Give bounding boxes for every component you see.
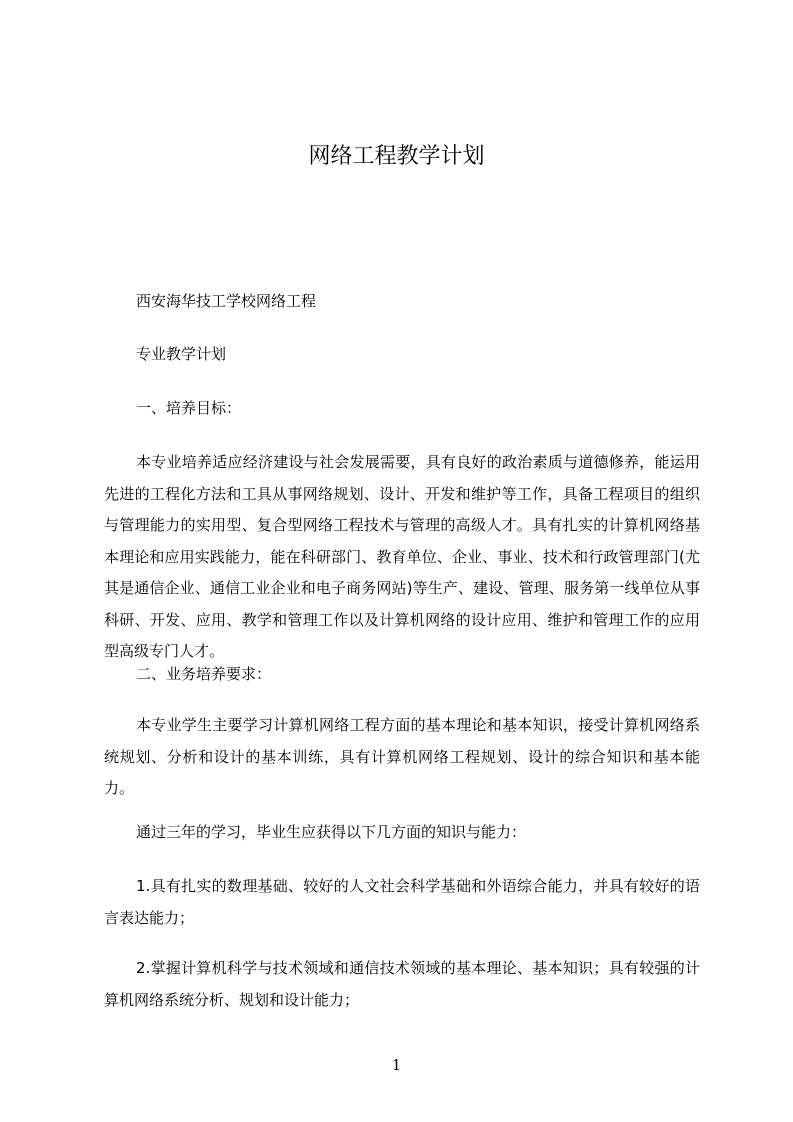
list-item-2: 2.掌握计算机科学与技术领域和通信技术领域的基本理论、基本知识；具有较强的计算机网络系统分析、规划和设计能力； — [104, 959, 700, 1009]
subtitle-line: 专业教学计划 — [136, 345, 227, 363]
section1-paragraph: 本专业培养适应经济建设与社会发展需要，具有良好的政治素质与道德修养，能运用先进的工程化方法和工具从事网络规划、设计、开发和维护等工作，具备工程项目的组织与管理能力的实用型、复合型网络工程技术与管理的高级人才。具有扎实的计算机网络基本理论和应用实践能力，能在科研部门、教育单位、企业、事业、技术和行政管理部门(尤其是通信企业、通信工业企业和电子商务网站)等生产、建设、管理、服务第一线单位从事科研、开发、应用、教学和管理工作以及计算机网络的设计应用、维护和管理工作的应用型高级专门人才。 — [104, 453, 700, 660]
school-line: 西安海华技工学校网络工程 — [136, 292, 317, 310]
section2-heading: 二、业务培养要求： — [136, 665, 272, 683]
list-item-1: 1.具有扎实的数理基础、较好的人文社会科学基础和外语综合能力，并具有较好的语言表达能力； — [104, 877, 700, 927]
document-title: 网络工程教学计划 — [308, 144, 485, 169]
page-number: 1 — [391, 1056, 402, 1074]
study-intro: 通过三年的学习，毕业生应获得以下几方面的知识与能力： — [136, 823, 527, 841]
section1-heading: 一、培养目标： — [136, 399, 242, 417]
section2-paragraph: 本专业学生主要学习计算机网络工程方面的基本理论和基本知识，接受计算机网络系统规划、分析和设计的基本训练，具有计算机网络工程规划、设计的综合知识和基本能力。 — [104, 716, 700, 797]
